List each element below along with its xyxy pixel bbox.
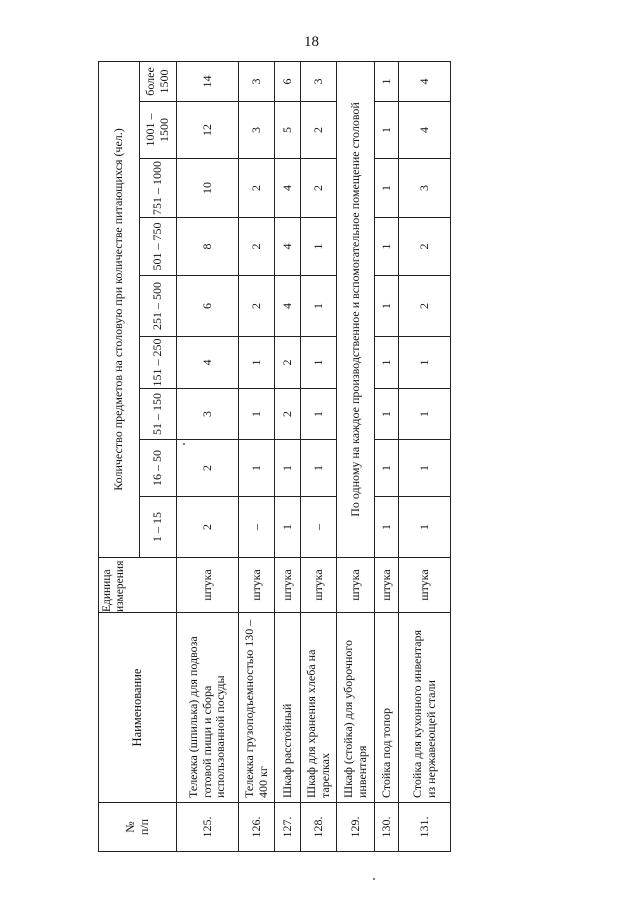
- cell-value: 10: [177, 159, 239, 218]
- header-range: 1001 – 1500: [140, 102, 177, 159]
- cell-value: 3: [301, 61, 337, 101]
- cell-value: 4: [399, 61, 451, 101]
- cell-value: 6: [177, 276, 239, 337]
- cell-value: 1: [399, 337, 451, 389]
- cell-value: 2: [239, 218, 275, 276]
- equipment-table: [98, 61, 451, 852]
- cell-value: 1: [301, 337, 337, 389]
- header-range: 751 – 1000: [140, 159, 177, 218]
- row-name: Тележка грузоподъемностью 130 – 400 кг: [239, 613, 275, 803]
- cell-value: 3: [239, 102, 275, 159]
- row-number: 131.: [399, 803, 451, 852]
- cell-value: 1: [399, 497, 451, 558]
- row-unit: штука: [275, 558, 301, 613]
- table-row: [337, 61, 375, 851]
- cell-value: 2: [177, 497, 239, 558]
- cell-value: 1: [301, 276, 337, 337]
- row-name: Стойка под топор: [375, 613, 399, 803]
- header-range: 151 – 250: [140, 337, 177, 389]
- cell-value: 1: [375, 276, 399, 337]
- table-row: [275, 61, 301, 851]
- cell-value: 4: [177, 337, 239, 389]
- cell-value: 2: [177, 440, 239, 497]
- cell-value: 4: [275, 159, 301, 218]
- cell-value: 2: [275, 337, 301, 389]
- header-range: 251 – 500: [140, 276, 177, 337]
- cell-value: 5: [275, 102, 301, 159]
- cell-value: 2: [301, 159, 337, 218]
- cell-value: 1: [375, 440, 399, 497]
- cell-value: 2: [239, 159, 275, 218]
- cell-value: 1: [301, 440, 337, 497]
- rotated-table-area: [98, 62, 446, 852]
- row-unit: штука: [301, 558, 337, 613]
- cell-value: 2: [399, 218, 451, 276]
- row-unit: штука: [375, 558, 399, 613]
- scan-speck: [373, 878, 375, 880]
- cell-value: 1: [375, 159, 399, 218]
- row-name: Шкаф для хранения хлеба на тарелках: [301, 613, 337, 803]
- row-name: Шкаф расстойный: [275, 613, 301, 803]
- header-number: № п/п: [99, 803, 177, 852]
- row-number: 126.: [239, 803, 275, 852]
- cell-value: 3: [239, 61, 275, 101]
- cell-value: 12: [177, 102, 239, 159]
- cell-value: 1: [239, 337, 275, 389]
- cell-value: 1: [301, 218, 337, 276]
- row-unit: штука: [177, 558, 239, 613]
- cell-value: 1: [275, 440, 301, 497]
- cell-value: 2: [275, 389, 301, 440]
- cell-value: 1: [375, 102, 399, 159]
- header-range: 16 – 50: [140, 440, 177, 497]
- cell-value: 1: [399, 389, 451, 440]
- row-name: Тележка (шпилька) для подвоза готовой пищи и сбора использованной посуды: [177, 613, 239, 803]
- cell-value: 1: [375, 337, 399, 389]
- cell-value: 2: [399, 276, 451, 337]
- cell-value: 1: [375, 218, 399, 276]
- table-row: [375, 61, 399, 851]
- cell-value: 14: [177, 61, 239, 101]
- cell-value: 6: [275, 61, 301, 101]
- cell-value: 3: [177, 389, 239, 440]
- header-range: 1 – 15: [140, 497, 177, 558]
- cell-value: 1: [375, 61, 399, 101]
- header-quantity-group: Количество предметов на столовую при количестве питающихся (чел.): [99, 61, 140, 557]
- header-unit: Единица измерения: [99, 558, 177, 613]
- row-span-note: По одному на каждое производственное и вспомогательное помещение столовой: [337, 61, 375, 557]
- cell-value: 1: [375, 497, 399, 558]
- header-range: более 1500: [140, 61, 177, 101]
- cell-value: 2: [301, 102, 337, 159]
- row-number: 127.: [275, 803, 301, 852]
- cell-value: 1: [375, 389, 399, 440]
- header-row-group: [99, 61, 140, 851]
- row-number: 128.: [301, 803, 337, 852]
- row-name: Стойка для кухонного инвентаря из нержавеющей стали: [399, 613, 451, 803]
- cell-value: 4: [275, 218, 301, 276]
- row-unit: штука: [239, 558, 275, 613]
- cell-value: 4: [399, 102, 451, 159]
- row-name: Шкаф (стойка) для уборочного инвентаря: [337, 613, 375, 803]
- cell-value: 3: [399, 159, 451, 218]
- cell-value: –: [239, 497, 275, 558]
- table-row: [301, 61, 337, 851]
- row-number: 125.: [177, 803, 239, 852]
- row-number: 130.: [375, 803, 399, 852]
- rotated-table-inner: [98, 62, 446, 852]
- table-row: [177, 61, 239, 851]
- row-unit: штука: [399, 558, 451, 613]
- table-row: [239, 61, 275, 851]
- row-unit: штука: [337, 558, 375, 613]
- page-number: 18: [304, 34, 319, 50]
- header-range: 51 – 150: [140, 389, 177, 440]
- header-range: 501 – 750: [140, 218, 177, 276]
- cell-value: 1: [275, 497, 301, 558]
- cell-value: 1: [239, 389, 275, 440]
- cell-value: 2: [239, 276, 275, 337]
- cell-value: –: [301, 497, 337, 558]
- cell-value: 4: [275, 276, 301, 337]
- cell-value: 8: [177, 218, 239, 276]
- table-row: [399, 61, 451, 851]
- cell-value: 1: [301, 389, 337, 440]
- cell-value: 1: [399, 440, 451, 497]
- header-name: Наименование: [99, 613, 177, 803]
- row-number: 129.: [337, 803, 375, 852]
- cell-value: 1: [239, 440, 275, 497]
